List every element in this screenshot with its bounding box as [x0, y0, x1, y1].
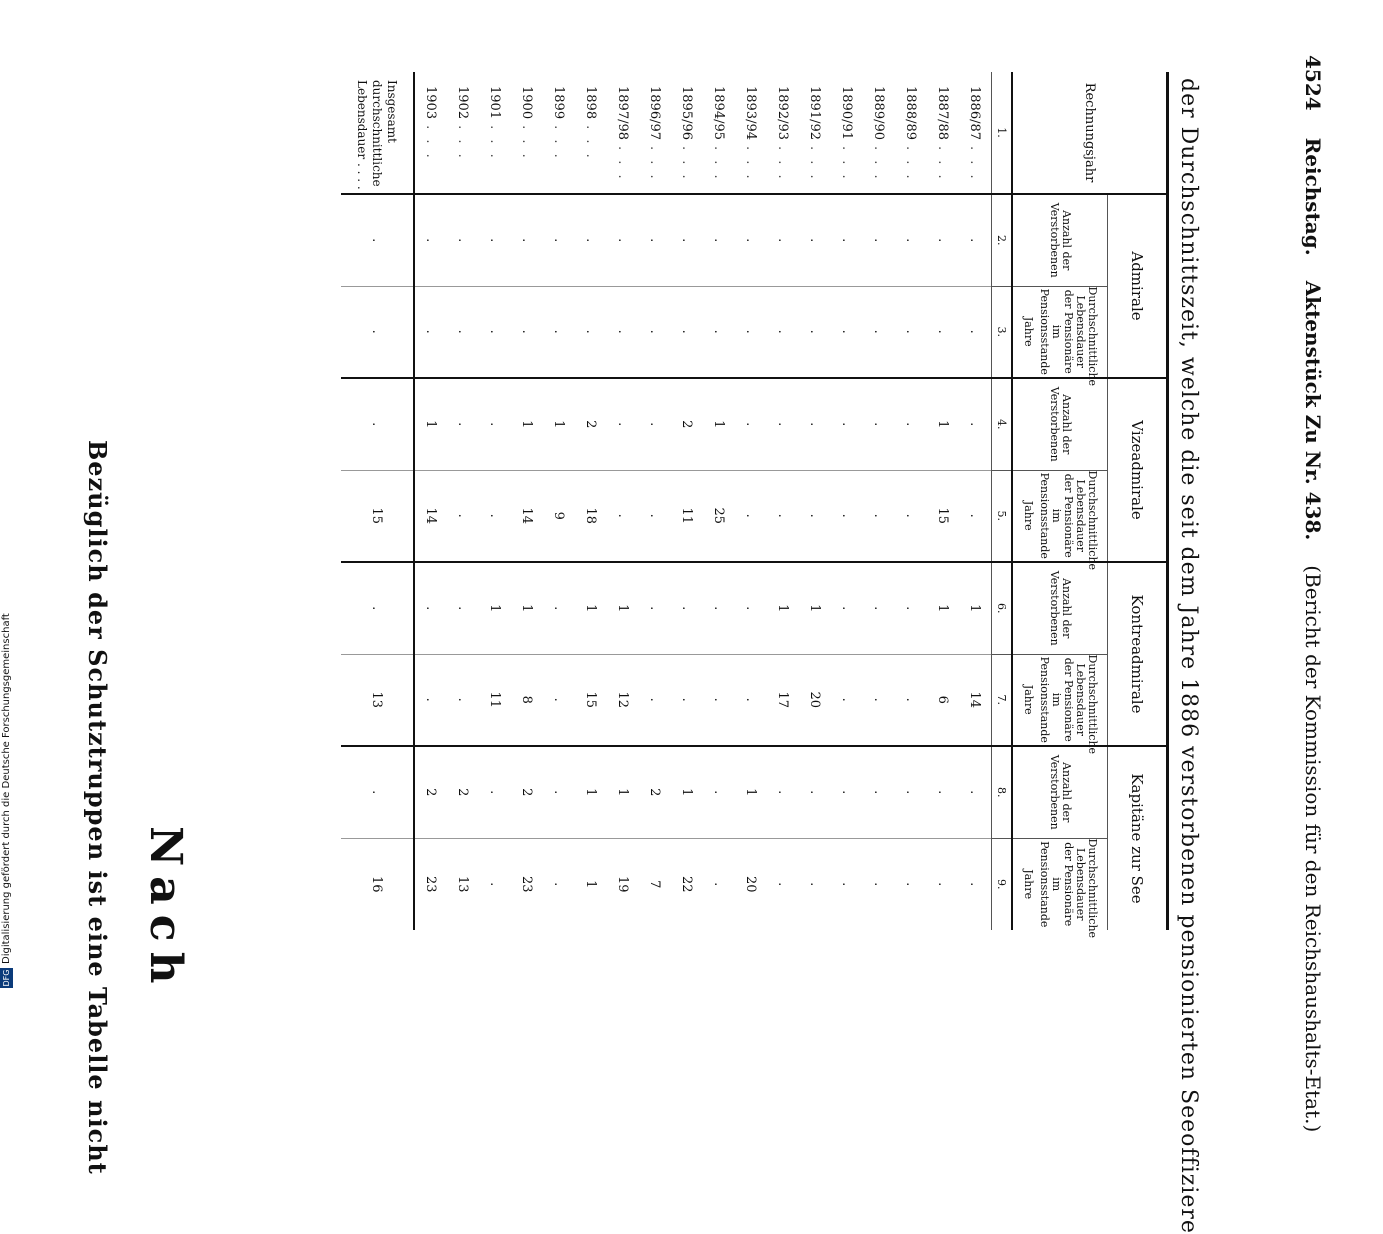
count-cell: .: [799, 378, 831, 470]
average-cell: .: [799, 286, 831, 378]
year-label: 1902: [455, 86, 471, 120]
dfg-logo: DFG: [2, 969, 11, 987]
average-cell: 11: [479, 654, 511, 746]
year-label: 1887/88: [935, 86, 951, 141]
table-row: [447, 72, 479, 930]
count-cell: .: [479, 194, 511, 286]
count-cell: 1: [414, 378, 447, 470]
count-cell: .: [959, 746, 992, 838]
table-row: [414, 72, 447, 930]
year-cell: [863, 72, 895, 194]
count-cell: 1: [511, 562, 543, 654]
group-header-admirale: Admirale: [1108, 194, 1168, 378]
average-cell: .: [927, 838, 959, 930]
document-reference: Aktenstück Zu Nr. 438.: [1301, 280, 1325, 541]
count-cell: .: [927, 746, 959, 838]
count-cell: .: [447, 378, 479, 470]
count-cell: .: [671, 194, 703, 286]
average-cell: .: [863, 654, 895, 746]
table-row: [543, 72, 575, 930]
subheader-average: [1012, 470, 1108, 571]
count-cell: 2: [447, 746, 479, 838]
average-cell: .: [927, 286, 959, 378]
total-label: Insgesamt durchschnittliche Lebensdauer . . . .: [341, 72, 414, 194]
count-cell: .: [735, 194, 767, 286]
year-label: 1899: [551, 86, 567, 120]
average-cell: .: [735, 286, 767, 378]
subheader-count: Anzahl der Verstorbenen: [1012, 378, 1108, 470]
average-cell: 20: [799, 654, 831, 746]
average-cell: 23: [511, 838, 543, 930]
page-number: 4524: [1301, 55, 1325, 111]
group-header-vizeadmirale: Vizeadmirale: [1108, 378, 1168, 562]
count-cell: .: [895, 378, 927, 470]
count-cell: .: [703, 746, 735, 838]
continuation-text: Bezüglich der Schutztruppen ist eine Tabelle nicht: [83, 440, 112, 1175]
subheader-average: [1012, 286, 1108, 387]
leader-dots: . . .: [487, 125, 503, 161]
column-number: 9.: [992, 838, 1013, 930]
table-row: [927, 72, 959, 930]
subheader-average: [1012, 838, 1108, 939]
average-cell: 14: [959, 654, 992, 746]
year-column-header: Rechnungsjahr: [1012, 72, 1168, 194]
average-cell: .: [863, 470, 895, 562]
section-title: Reichstag.: [1301, 137, 1325, 256]
average-cell: .: [671, 286, 703, 378]
year-label: 1900: [519, 86, 535, 120]
year-label: 1901: [487, 86, 503, 120]
average-cell: .: [479, 838, 511, 930]
average-cell: .: [543, 838, 575, 930]
count-cell: .: [959, 194, 992, 286]
heading-word: Nach: [140, 826, 191, 994]
count-cell: 2: [575, 378, 607, 470]
count-cell: .: [543, 194, 575, 286]
count-cell: .: [831, 562, 863, 654]
column-number: 5.: [992, 470, 1013, 562]
count-cell: 2: [671, 378, 703, 470]
year-cell: [447, 72, 479, 194]
average-cell: .: [895, 654, 927, 746]
average-cell: .: [831, 654, 863, 746]
leader-dots: . . .: [679, 146, 695, 182]
count-cell: 2: [414, 746, 447, 838]
subheader-average-text: Durchschnittliche Lebensdauer der Pensionäre im Pensionsstande: [1038, 470, 1099, 571]
average-cell: .: [447, 286, 479, 378]
count-cell: .: [831, 378, 863, 470]
count-cell: .: [767, 378, 799, 470]
column-number: 1.: [992, 72, 1013, 194]
count-cell: .: [543, 562, 575, 654]
count-cell: .: [414, 194, 447, 286]
count-cell: 1: [767, 562, 799, 654]
subheader-unit: Jahre: [1022, 869, 1035, 900]
digitization-strip: [0, 0, 18, 1000]
average-cell: .: [863, 286, 895, 378]
column-number: 8.: [992, 746, 1013, 838]
year-cell: [735, 72, 767, 194]
average-cell: .: [959, 838, 992, 930]
average-cell: 14: [511, 470, 543, 562]
average-cell: .: [447, 470, 479, 562]
digitization-note: Digitalisierung gefördert durch die Deutsche Forschungsgemeinschaft: [1, 613, 12, 964]
subheader-count: Anzahl der Verstorbenen: [1012, 562, 1108, 654]
leader-dots: . . .: [423, 125, 439, 161]
year-cell: [671, 72, 703, 194]
leader-dots: . . .: [871, 146, 887, 182]
year-label: 1888/89: [903, 86, 919, 141]
count-cell: .: [671, 562, 703, 654]
average-cell: 15: [575, 654, 607, 746]
page-header: [1301, 55, 1325, 1133]
column-number: 3.: [992, 286, 1013, 378]
average-cell: .: [414, 654, 447, 746]
count-cell: .: [639, 562, 671, 654]
count-cell: .: [799, 746, 831, 838]
total-average-cell: .: [341, 286, 414, 378]
count-cell: .: [863, 194, 895, 286]
count-cell: 1: [607, 746, 639, 838]
count-cell: .: [735, 378, 767, 470]
count-cell: 1: [607, 562, 639, 654]
total-average-cell: 15: [341, 470, 414, 562]
total-count-cell: .: [341, 194, 414, 286]
average-cell: 14: [414, 470, 447, 562]
count-cell: 1: [703, 378, 735, 470]
year-label: 1890/91: [839, 86, 855, 141]
table-row: [895, 72, 927, 930]
count-cell: 2: [639, 746, 671, 838]
average-cell: 13: [447, 838, 479, 930]
count-cell: .: [607, 378, 639, 470]
average-cell: 1: [575, 838, 607, 930]
total-count-cell: .: [341, 562, 414, 654]
count-cell: .: [895, 194, 927, 286]
table-row: [479, 72, 511, 930]
table-row: [767, 72, 799, 930]
count-cell: .: [639, 194, 671, 286]
count-cell: 1: [575, 562, 607, 654]
year-label: 1897/98: [615, 86, 631, 141]
year-label: 1896/97: [647, 86, 663, 141]
subheader-average-text: Durchschnittliche Lebensdauer der Pensionäre im Pensionsstande: [1038, 286, 1099, 387]
count-cell: 1: [511, 378, 543, 470]
average-cell: .: [735, 654, 767, 746]
table-row: [863, 72, 895, 930]
column-number: 6.: [992, 562, 1013, 654]
subheader-unit: Jahre: [1022, 500, 1035, 531]
year-cell: [575, 72, 607, 194]
table-row: [703, 72, 735, 930]
year-cell: [607, 72, 639, 194]
count-cell: .: [479, 378, 511, 470]
average-cell: .: [703, 654, 735, 746]
table-row: [639, 72, 671, 930]
table-row: [735, 72, 767, 930]
average-cell: .: [479, 286, 511, 378]
leader-dots: . . .: [455, 125, 471, 161]
count-cell: .: [447, 194, 479, 286]
leader-dots: . . .: [711, 146, 727, 182]
leader-dots: . . .: [647, 146, 663, 182]
average-cell: 17: [767, 654, 799, 746]
count-cell: .: [639, 378, 671, 470]
year-label: 1893/94: [743, 86, 759, 141]
average-cell: 7: [639, 838, 671, 930]
subheader-unit: Jahre: [1022, 684, 1035, 715]
average-cell: .: [447, 654, 479, 746]
year-label: 1895/96: [679, 86, 695, 141]
count-cell: 1: [575, 746, 607, 838]
count-cell: .: [959, 378, 992, 470]
average-cell: .: [767, 470, 799, 562]
count-cell: .: [447, 562, 479, 654]
average-cell: .: [639, 286, 671, 378]
average-cell: .: [959, 286, 992, 378]
count-cell: .: [735, 562, 767, 654]
leader-dots: . . .: [615, 146, 631, 182]
average-cell: 19: [607, 838, 639, 930]
average-cell: 20: [735, 838, 767, 930]
table-row: [671, 72, 703, 930]
subheader-average-text: Durchschnittliche Lebensdauer der Pensionäre im Pensionsstande: [1038, 654, 1099, 755]
average-cell: .: [639, 654, 671, 746]
column-number: 7.: [992, 654, 1013, 746]
leader-dots: . . .: [551, 125, 567, 161]
average-cell: 18: [575, 470, 607, 562]
count-cell: .: [511, 194, 543, 286]
year-label: 1892/93: [775, 86, 791, 141]
year-cell: [799, 72, 831, 194]
average-cell: .: [831, 286, 863, 378]
year-cell: [895, 72, 927, 194]
average-cell: .: [895, 470, 927, 562]
subheader-count: Anzahl der Verstorbenen: [1012, 194, 1108, 286]
year-label: 1891/92: [807, 86, 823, 141]
table-row: [575, 72, 607, 930]
average-cell: .: [799, 470, 831, 562]
table-row: [831, 72, 863, 930]
year-label: 1898: [583, 86, 599, 120]
average-cell: .: [479, 470, 511, 562]
total-row: [341, 72, 414, 930]
average-cell: .: [767, 286, 799, 378]
average-cell: 25: [703, 470, 735, 562]
count-cell: .: [831, 746, 863, 838]
average-cell: .: [703, 286, 735, 378]
table-caption: der Durchschnittszeit, welche die seit dem Jahre 1886 verstorbenen pensionierten Seeoffiziere: [1176, 78, 1201, 1234]
average-cell: .: [671, 654, 703, 746]
average-cell: .: [414, 286, 447, 378]
leader-dots: . . .: [839, 146, 855, 182]
year-label: 1889/90: [871, 86, 887, 141]
year-label: 1903: [423, 86, 439, 120]
header-note: (Bericht der Kommission für den Reichshaushalts-Etat.): [1301, 565, 1325, 1133]
count-cell: .: [767, 746, 799, 838]
column-number: 2.: [992, 194, 1013, 286]
count-cell: 1: [671, 746, 703, 838]
count-cell: .: [863, 378, 895, 470]
count-cell: 1: [479, 562, 511, 654]
average-cell: .: [703, 838, 735, 930]
average-cell: .: [799, 838, 831, 930]
average-cell: .: [639, 470, 671, 562]
column-number: 4.: [992, 378, 1013, 470]
count-cell: .: [703, 194, 735, 286]
year-cell: [414, 72, 447, 194]
leader-dots: . . .: [903, 146, 919, 182]
average-cell: 12: [607, 654, 639, 746]
year-cell: [927, 72, 959, 194]
subheader-average-text: Durchschnittliche Lebensdauer der Pensionäre im Pensionsstande: [1038, 838, 1099, 939]
count-cell: 1: [799, 562, 831, 654]
count-cell: .: [895, 746, 927, 838]
year-label: 1886/87: [967, 86, 983, 141]
year-cell: [479, 72, 511, 194]
total-count-cell: .: [341, 378, 414, 470]
count-cell: 1: [927, 378, 959, 470]
average-cell: .: [607, 286, 639, 378]
leader-dots: . . .: [967, 146, 983, 182]
leader-dots: . . .: [583, 125, 599, 161]
subheader-average: [1012, 654, 1108, 755]
group-header-kapitaene: Kapitäne zur See: [1108, 746, 1168, 930]
average-cell: .: [895, 838, 927, 930]
year-cell: [543, 72, 575, 194]
average-cell: 11: [671, 470, 703, 562]
average-cell: .: [895, 286, 927, 378]
count-cell: 1: [959, 562, 992, 654]
count-cell: .: [863, 562, 895, 654]
count-cell: .: [543, 746, 575, 838]
group-header-kontreadmirale: Kontreadmirale: [1108, 562, 1168, 746]
year-cell: [639, 72, 671, 194]
leader-dots: . . .: [519, 125, 535, 161]
average-cell: .: [543, 654, 575, 746]
count-cell: .: [895, 562, 927, 654]
count-cell: 1: [927, 562, 959, 654]
count-cell: .: [863, 746, 895, 838]
table-row: [959, 72, 992, 930]
count-cell: 2: [511, 746, 543, 838]
average-cell: 23: [414, 838, 447, 930]
leader-dots: . . .: [743, 146, 759, 182]
average-cell: .: [543, 286, 575, 378]
average-cell: .: [863, 838, 895, 930]
average-cell: .: [831, 838, 863, 930]
average-cell: .: [735, 470, 767, 562]
average-cell: .: [959, 470, 992, 562]
leader-dots: . . .: [935, 146, 951, 182]
subheader-count: Anzahl der Verstorbenen: [1012, 746, 1108, 838]
average-cell: .: [511, 286, 543, 378]
average-cell: 6: [927, 654, 959, 746]
year-cell: [767, 72, 799, 194]
total-count-cell: .: [341, 746, 414, 838]
average-cell: .: [575, 286, 607, 378]
year-cell: [511, 72, 543, 194]
average-cell: .: [767, 838, 799, 930]
count-cell: .: [927, 194, 959, 286]
count-cell: .: [831, 194, 863, 286]
count-cell: .: [575, 194, 607, 286]
count-cell: 1: [543, 378, 575, 470]
year-cell: [703, 72, 735, 194]
year-cell: [959, 72, 992, 194]
count-cell: .: [703, 562, 735, 654]
count-cell: .: [479, 746, 511, 838]
year-cell: [831, 72, 863, 194]
average-cell: 22: [671, 838, 703, 930]
data-table: [341, 72, 1169, 939]
year-label: 1894/95: [711, 86, 727, 141]
average-cell: .: [831, 470, 863, 562]
total-average-cell: 13: [341, 654, 414, 746]
average-cell: .: [607, 470, 639, 562]
total-average-cell: 16: [341, 838, 414, 930]
count-cell: 1: [735, 746, 767, 838]
leader-dots: . . .: [807, 146, 823, 182]
count-cell: .: [607, 194, 639, 286]
table-row: [511, 72, 543, 930]
average-cell: 15: [927, 470, 959, 562]
average-cell: 8: [511, 654, 543, 746]
table-row: [607, 72, 639, 930]
average-cell: 9: [543, 470, 575, 562]
count-cell: .: [767, 194, 799, 286]
count-cell: .: [414, 562, 447, 654]
count-cell: .: [799, 194, 831, 286]
table-row: [799, 72, 831, 930]
leader-dots: . . .: [775, 146, 791, 182]
subheader-unit: Jahre: [1022, 316, 1035, 347]
